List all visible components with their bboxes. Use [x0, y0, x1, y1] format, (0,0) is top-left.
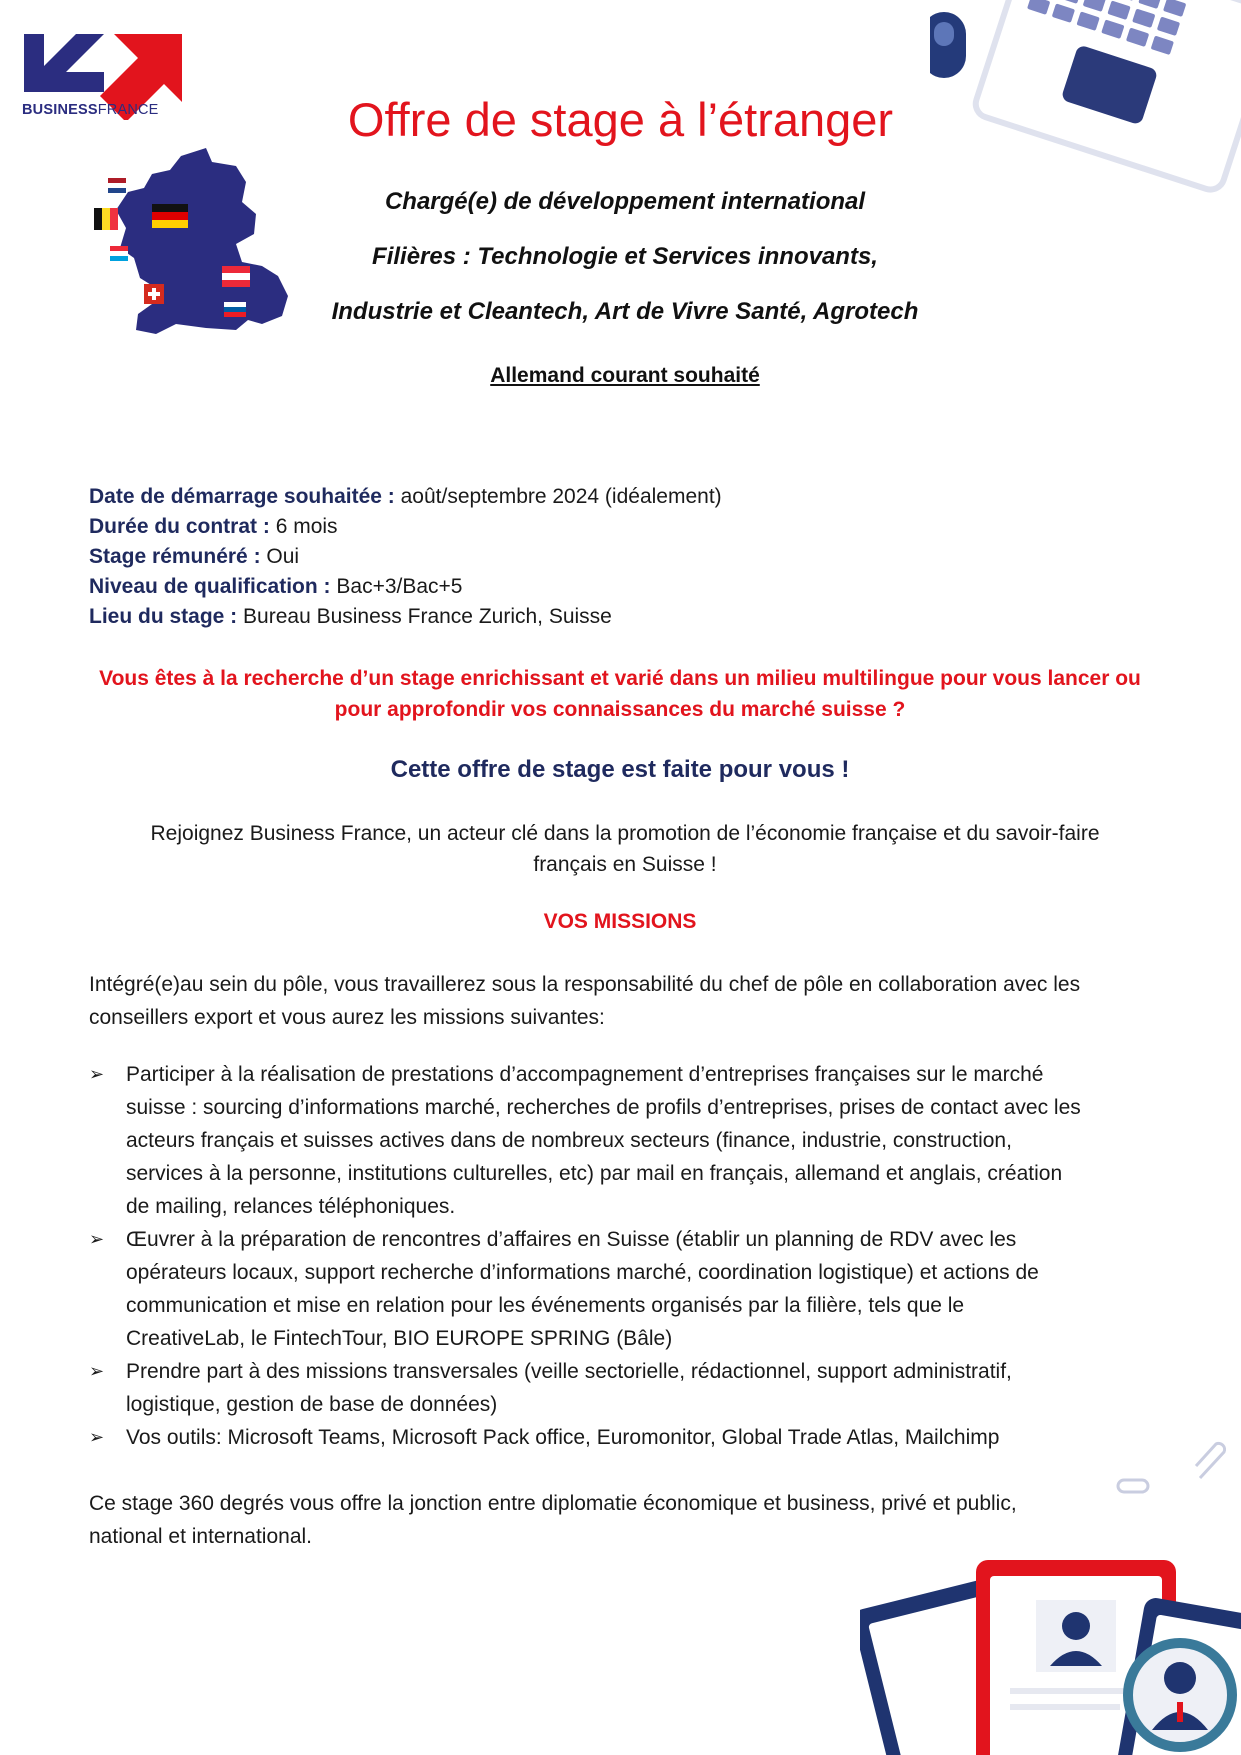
arrowhead-bullet-icon: ➢	[89, 1064, 105, 1084]
dach-map-illustration	[86, 148, 302, 358]
flag-germany-icon	[152, 204, 188, 228]
list-item: ➢ Œuvrer à la préparation de rencontres d’affaires en Suisse (établir un planning de RDV avec les opérateurs locaux, support recherche d’informations marché, coordination logistique) et actions de communication et mise en relation pour les événements organisés par la filière, tels que le CreativeLab, le FintechTour, BIO EUROPE SPRING (Bâle)	[89, 1223, 1179, 1355]
flag-slovenia-icon	[224, 302, 246, 317]
cv-documents-illustration	[860, 1440, 1241, 1755]
brand-wordmark: BUSINESSFRANCE	[22, 102, 159, 118]
arrowhead-bullet-icon: ➢	[89, 1229, 105, 1249]
flag-austria-icon	[222, 266, 250, 287]
list-item: ➢ Participer à la réalisation de prestations d’accompagnement d’entreprises françaises sur le marché suisse : sourcing d’informations marché, recherches de profils d’entreprises, prises de contact avec les acteurs français et suisses actives dans de nombreux secteurs (finance, industrie, construction, services à la personne, institutions culturelles, etc) par mail en français, allemand et anglais, création de mailing, relances téléphoniques.	[89, 1058, 1179, 1223]
join-paragraph: Rejoignez Business France, un acteur clé dans la promotion de l’économie française et du savoir-faire français en Suisse !	[150, 822, 1100, 876]
callout-question: Vous êtes à la recherche d’un stage enrichissant et varié dans un milieu multilingue pour vous lancer ou pour approfondir vos connaissances du marché suisse ?	[99, 667, 1141, 721]
magnifier-man-icon	[1128, 1643, 1232, 1747]
flag-luxembourg-icon	[110, 246, 128, 261]
page-title: Offre de stage à l’étranger	[347, 93, 894, 146]
arrowhead-bullet-icon: ➢	[89, 1361, 105, 1381]
sectors-line-2: Industrie et Cleantech, Art de Vivre Santé, Agrotech	[331, 298, 919, 325]
language-requirement: Allemand courant souhaité	[490, 364, 760, 387]
detail-duration: Durée du contrat : 6 mois	[89, 515, 338, 538]
list-item: ➢ Prendre part à des missions transversales (veille sectorielle, rédactionnel, support administratif, logistique, gestion de base de données)	[89, 1355, 1179, 1421]
paperclip-icon	[1118, 1443, 1225, 1492]
detail-qualification: Niveau de qualification : Bac+3/Bac+5	[89, 575, 463, 598]
details-block	[89, 482, 722, 632]
flag-netherlands-icon	[108, 178, 126, 193]
missions-list	[89, 1058, 1179, 1454]
detail-paid: Stage rémunéré : Oui	[89, 545, 300, 568]
sectors-line-1: Filières : Technologie et Services innovants,	[372, 243, 878, 270]
closing-paragraph: Ce stage 360 degrés vous offre la jonction entre diplomatie économique et business, privé et public, national et international.	[89, 1492, 1017, 1548]
callout-headline: Cette offre de stage est faite pour vous !	[390, 756, 850, 783]
detail-location: Lieu du stage : Bureau Business France Zurich, Suisse	[89, 605, 612, 628]
list-item: ➢ Vos outils: Microsoft Teams, Microsoft Pack office, Euromonitor, Global Trade Atlas, Mailchimp	[89, 1421, 1179, 1454]
position-title: Chargé(e) de développement international	[384, 188, 866, 215]
missions-intro: Intégré(e)au sein du pôle, vous travaillerez sous la responsabilité du chef de pôle en collaboration avec les conseillers export et vous aurez les missions suivantes:	[89, 973, 1081, 1029]
flag-switzerland-icon	[144, 284, 164, 304]
missions-title: VOS MISSIONS	[543, 910, 697, 933]
woman-avatar-icon	[1036, 1600, 1116, 1672]
flag-belgium-icon	[94, 208, 118, 230]
detail-start-date: Date de démarrage souhaitée : août/septembre 2024 (idéalement)	[89, 485, 722, 508]
arrowhead-bullet-icon: ➢	[89, 1427, 105, 1447]
